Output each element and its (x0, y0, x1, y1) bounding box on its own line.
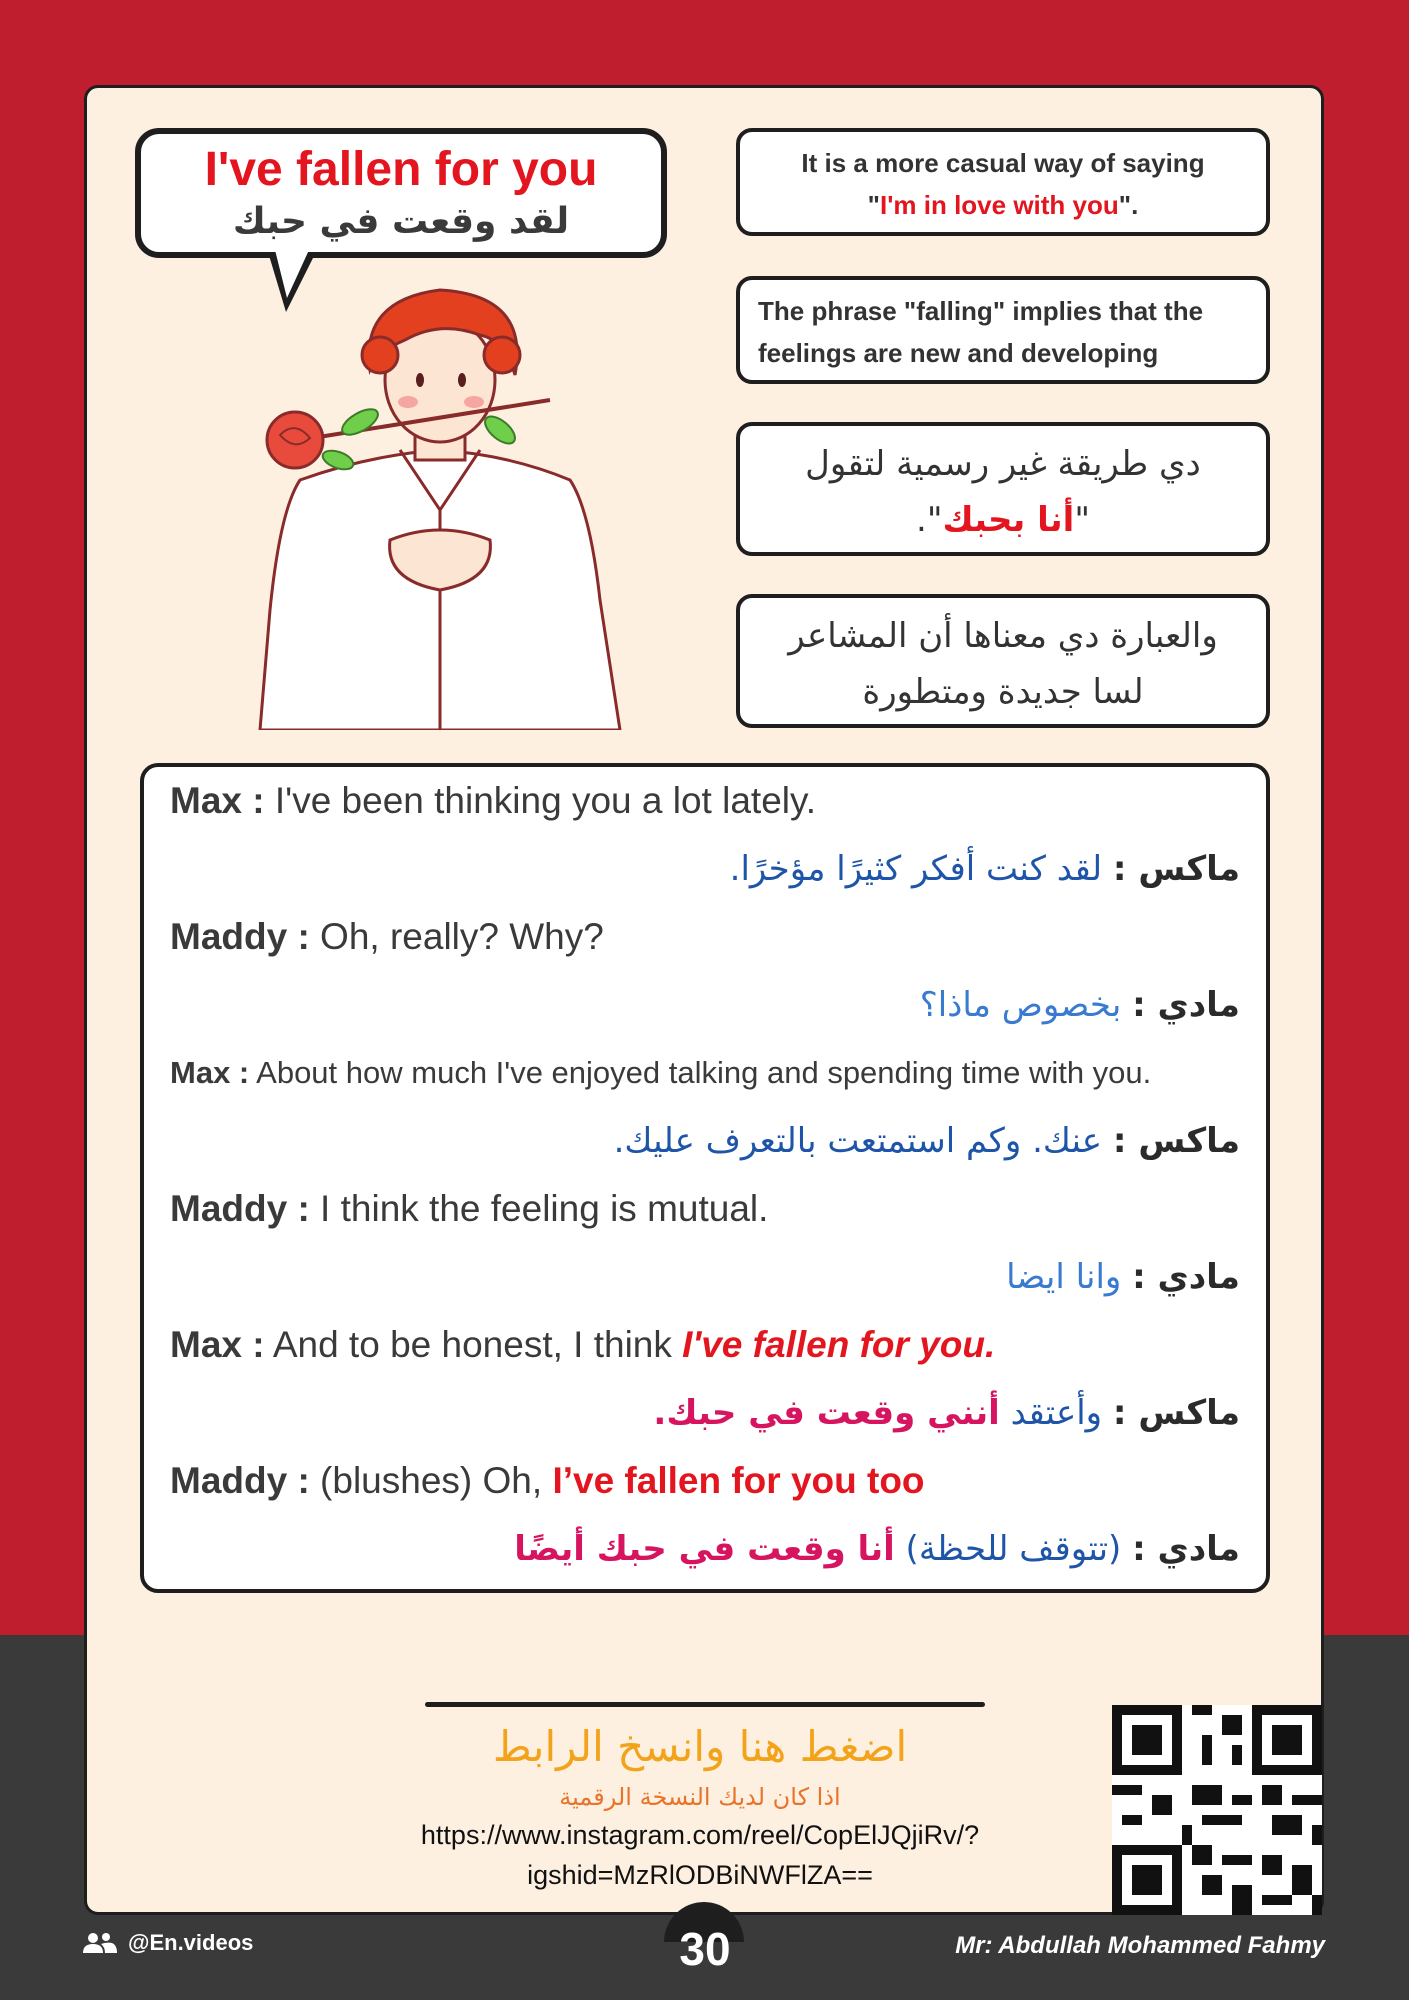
dialog-line: Max : About how much I've enjoyed talking and spending time with you. (170, 1055, 1152, 1090)
phrase-arabic: لقد وقعت في حبك (232, 201, 570, 242)
phrase-title: I've fallen for you (204, 143, 598, 196)
info-highlight: I'm in love with you (880, 190, 1119, 220)
cta-block (330, 1715, 1070, 1895)
dialog-line: Maddy : (blushes) Oh, I’ve fallen for you too (170, 1460, 925, 1501)
info-box-falling (736, 276, 1270, 384)
info-box-arabic-meaning (736, 594, 1270, 728)
dialog-highlight: I’ve fallen for you too (552, 1460, 925, 1501)
info-box-casual-line1: It is a more casual way of saying (801, 148, 1205, 178)
dialog-line-ar: مادي : (تتوقف للحظة) أنا وقعت في حبك أيضًا (514, 1529, 1240, 1569)
cta-title[interactable]: اضغط هنا وانسخ الرابط (492, 1722, 908, 1771)
cta-divider (425, 1702, 985, 1707)
speech-bubble (135, 128, 667, 258)
dialog-line: Max : And to be honest, I think I've fallen for you. (170, 1324, 996, 1365)
dialog-line-ar: مادي : وانا ايضا (1006, 1257, 1240, 1297)
info-box-meaning-line1: والعبارة دي معناها أن المشاعر (788, 616, 1218, 656)
man-with-rose-illustration (240, 280, 640, 730)
info-box-arabic-line2: "أنا بحبك". (916, 500, 1090, 540)
dialog-line-ar: ماكس : عنك. وكم استمتعت بالتعرف عليك. (613, 1121, 1240, 1161)
dialog-highlight: I've fallen for you. (682, 1324, 996, 1365)
dialogue-box (140, 763, 1270, 1593)
cta-subtitle: اذا كان لديك النسخة الرقمية (559, 1783, 841, 1811)
bubble-tail-inner (275, 250, 309, 298)
dialog-line: Maddy : Oh, really? Why? (170, 916, 604, 957)
cta-url-line2[interactable]: igshid=MzRlODBiNWFlZA== (527, 1860, 873, 1890)
info-box-falling-text: The phrase "falling" implies that the feelings are new and developing (758, 296, 1204, 368)
handle-text[interactable]: @En.videos (128, 1930, 254, 1955)
info-box-arabic-line1: دي طريقة غير رسمية لتقول (805, 444, 1201, 484)
qr-code-icon[interactable] (1112, 1705, 1322, 1915)
info-box-meaning-line2: لسا جديدة ومتطورة (862, 672, 1144, 712)
dialog-line: Max : I've been thinking you a lot lately. (170, 780, 817, 821)
author-name: Mr: Abdullah Mohammed Fahmy (955, 1932, 1325, 1959)
dialog-line-ar: مادي : بخصوص ماذا؟ (919, 985, 1240, 1025)
dialog-line-ar: ماكس : لقد كنت أفكر كثيرًا مؤخرًا. (729, 849, 1240, 889)
dialog-line: Maddy : I think the feeling is mutual. (170, 1188, 769, 1229)
info-box-arabic-casual (736, 422, 1270, 556)
footer-handle (82, 1930, 253, 1956)
users-icon (82, 1931, 118, 1955)
info-box-casual (736, 128, 1270, 236)
cta-url-line1[interactable]: https://www.instagram.com/reel/CopElJQjiRv/? (420, 1820, 980, 1850)
page-number: 30 (679, 1923, 731, 1975)
dialog-line-ar: ماكس : وأعتقد أنني وقعت في حبك. (653, 1393, 1240, 1433)
info-arabic-highlight: أنا بحبك (942, 500, 1075, 540)
info-box-casual-line2: "I'm in love with you". (867, 190, 1139, 220)
